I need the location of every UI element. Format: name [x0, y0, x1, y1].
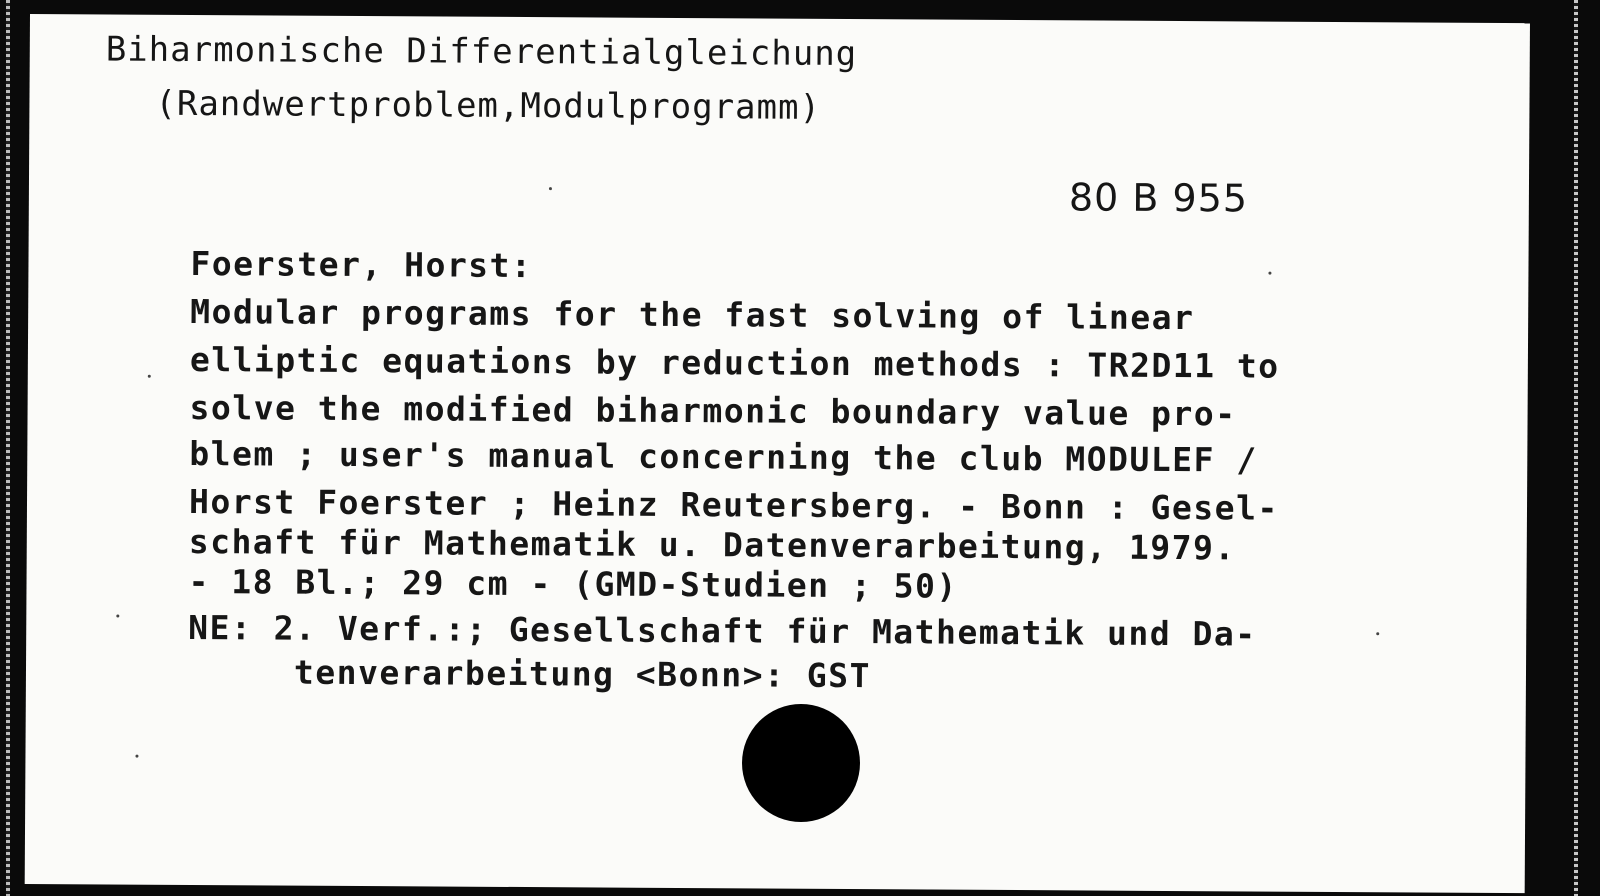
film-edge-right	[1574, 0, 1578, 896]
punch-hole	[742, 704, 860, 822]
imprint-line-2: schaft für Mathematik u. Datenverarbeitung, 1979.	[188, 521, 1236, 568]
dust-speck	[116, 615, 119, 618]
subject-heading-line-1: Biharmonische Differentialgleichung	[105, 29, 858, 75]
added-entries-line-1: NE: 2. Verf.:; Gesellschaft für Mathematik und Da-	[188, 607, 1257, 654]
subject-heading-line-2: (Randwertproblem,Modulprogramm)	[155, 83, 822, 128]
title-line-3: solve the modified biharmonic boundary value pro-	[189, 387, 1237, 434]
collation-line: - 18 Bl.; 29 cm - (GMD-Studien ; 50)	[188, 561, 958, 606]
dust-speck	[1268, 272, 1271, 275]
title-line-1: Modular programs for the fast solving of linear	[190, 291, 1195, 338]
dust-speck	[135, 755, 138, 758]
title-line-4: blem ; user's manual concerning the club MODULEF /	[189, 433, 1258, 480]
author-heading: Foerster, Horst:	[190, 243, 533, 286]
dust-speck	[148, 375, 151, 378]
dust-speck	[549, 187, 552, 190]
title-line-2: elliptic equations by reduction methods : TR2D11 to	[189, 339, 1280, 386]
added-entries-line-2: tenverarbeitung <Bonn>: GST	[293, 652, 872, 696]
film-edge-left	[6, 0, 10, 896]
dust-speck	[1376, 632, 1379, 635]
shelf-mark: 80 B 955	[1068, 175, 1249, 221]
imprint-line-1: Horst Foerster ; Heinz Reutersberg. - Bonn : Gesel-	[188, 481, 1279, 528]
